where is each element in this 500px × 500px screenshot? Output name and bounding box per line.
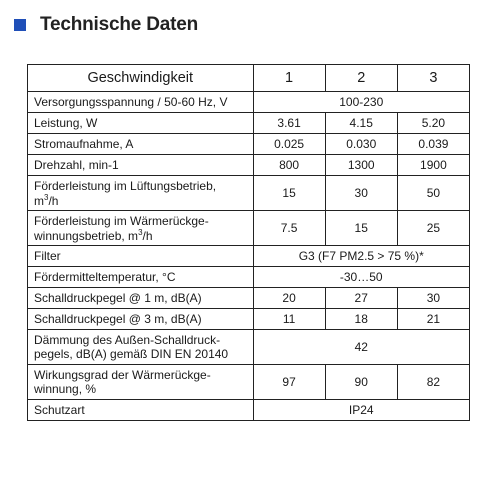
row-label-line1: Dämmung des Außen-Schalldruck-	[34, 333, 221, 347]
row-merged-value: G3 (F7 PM2.5 > 75 %)*	[253, 246, 470, 267]
table-row	[28, 267, 470, 288]
specs-table	[27, 64, 470, 421]
row-value: 7.5	[253, 211, 325, 246]
row-label-line2-pre: winnungsbetrieb, m	[34, 228, 139, 243]
row-value: 1300	[325, 155, 397, 176]
blue-square-icon	[14, 19, 26, 31]
table-row	[28, 113, 470, 134]
row-label: Schutzart	[28, 400, 254, 421]
row-value: 11	[253, 309, 325, 330]
row-value: 15	[253, 176, 325, 211]
row-label-line1: Wirkungsgrad der Wärmerückge-	[34, 368, 211, 382]
row-label: Stromaufnahme, A	[28, 134, 254, 155]
table-row	[28, 330, 470, 365]
superscript: 3	[44, 192, 49, 202]
row-label: Schalldruckpegel @ 3 m, dB(A)	[28, 309, 254, 330]
table-row	[28, 134, 470, 155]
row-value: 5.20	[397, 113, 469, 134]
row-label	[28, 330, 254, 365]
header-speed-2: 2	[325, 65, 397, 92]
row-value: 4.15	[325, 113, 397, 134]
row-label: Drehzahl, min-1	[28, 155, 254, 176]
table-row	[28, 309, 470, 330]
row-label	[28, 176, 254, 211]
table-row	[28, 365, 470, 400]
row-merged-value: 42	[253, 330, 470, 365]
table-row	[28, 400, 470, 421]
row-label-line2-pre: m	[34, 193, 44, 208]
row-value: 0.025	[253, 134, 325, 155]
row-value: 50	[397, 176, 469, 211]
row-value: 82	[397, 365, 469, 400]
row-label-line2-post: /h	[142, 228, 153, 243]
row-label	[28, 365, 254, 400]
row-label: Versorgungsspannung / 50-60 Hz, V	[28, 92, 254, 113]
row-value: 0.030	[325, 134, 397, 155]
row-label-line1: Förderleistung im Wärmerückge-	[34, 213, 209, 228]
row-value: 18	[325, 309, 397, 330]
table-row	[28, 246, 470, 267]
row-value: 27	[325, 288, 397, 309]
row-value: 97	[253, 365, 325, 400]
row-value: 1900	[397, 155, 469, 176]
row-label-line2: pegels, dB(A) gemäß DIN EN 20140	[34, 347, 229, 361]
row-label-line1: Förderleistung im Lüftungsbetrieb,	[34, 178, 217, 193]
section-title: Technische Daten	[40, 14, 198, 35]
row-label: Schalldruckpegel @ 1 m, dB(A)	[28, 288, 254, 309]
row-value: 15	[325, 211, 397, 246]
row-label: Leistung, W	[28, 113, 254, 134]
row-value: 20	[253, 288, 325, 309]
row-value: 25	[397, 211, 469, 246]
row-value: 0.039	[397, 134, 469, 155]
row-label-line2: winnung, %	[34, 382, 97, 396]
table-row	[28, 155, 470, 176]
row-merged-value: 100-230	[253, 92, 470, 113]
row-value: 800	[253, 155, 325, 176]
row-label-line2-post: /h	[48, 193, 59, 208]
table-row	[28, 92, 470, 113]
header-speed-3: 3	[397, 65, 469, 92]
table-row	[28, 288, 470, 309]
superscript: 3	[138, 227, 143, 237]
section-heading	[14, 14, 198, 36]
row-value: 90	[325, 365, 397, 400]
row-merged-value: IP24	[253, 400, 470, 421]
row-value: 30	[325, 176, 397, 211]
row-value: 21	[397, 309, 469, 330]
row-label	[28, 211, 254, 246]
row-value: 30	[397, 288, 469, 309]
row-merged-value: -30…50	[253, 267, 470, 288]
row-value: 3.61	[253, 113, 325, 134]
header-label: Geschwindigkeit	[28, 65, 254, 92]
row-label: Fördermitteltemperatur, °C	[28, 267, 254, 288]
table-row	[28, 176, 470, 211]
row-label: Filter	[28, 246, 254, 267]
table-row	[28, 211, 470, 246]
header-speed-1: 1	[253, 65, 325, 92]
header-row	[28, 65, 470, 92]
